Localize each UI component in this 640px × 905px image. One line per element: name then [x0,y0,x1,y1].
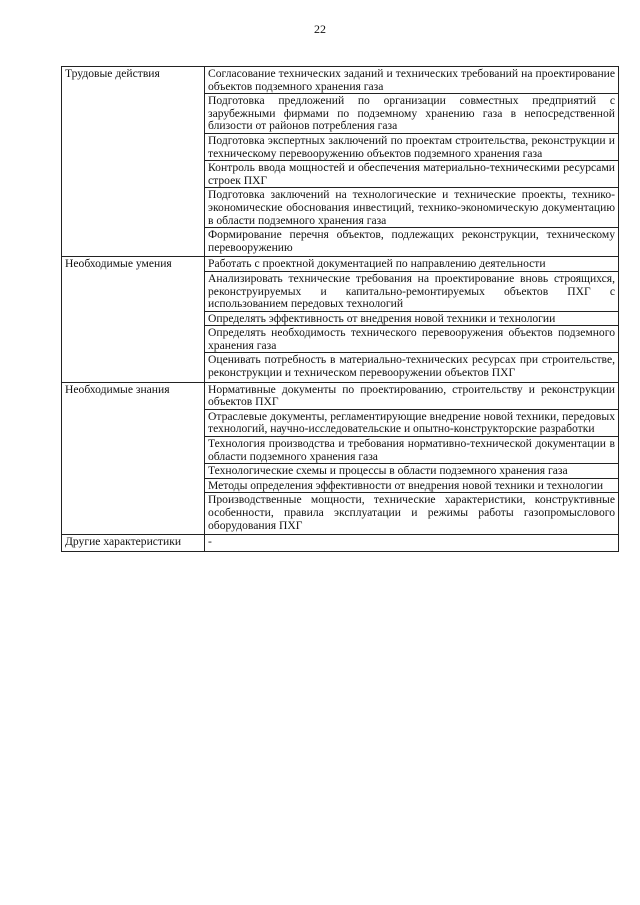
section-item: Подготовка предложений по организации совместных предприятий с зарубежными фирмами по подземному хранению газа в непосредственной близости от районов потребления газа [205,94,619,134]
section-item: Определять эффективность от внедрения новой техники и технологии [205,311,619,326]
section-label: Другие характеристики [62,535,205,552]
table-row [62,67,619,94]
section-item: Оценивать потребность в материально-технических ресурсах при строительстве, реконструкции и техническом перевооружении объектов ПХГ [205,353,619,382]
section-item: Определять необходимость технического перевооружения объектов подземного хранения газа [205,326,619,353]
competency-table-body [62,67,619,552]
section-item: Согласование технических заданий и технических требований на проектирование объектов подземного хранения газа [205,67,619,94]
section-item: Нормативные документы по проектированию, строительству и реконструкции объектов ПХГ [205,382,619,409]
table-row [62,382,619,409]
section-item: Подготовка экспертных заключений по проектам строительства, реконструкции и техническому перевооружению объектов подземного хранения газа [205,133,619,160]
section-item: Методы определения эффективности от внедрения новой техники и технологии [205,478,619,493]
section-item: Формирование перечня объектов, подлежащих реконструкции, техническому перевооружению [205,228,619,257]
section-item: Производственные мощности, технические характеристики, конструктивные особенности, правила эксплуатации и режимы работы газопромыслового оборудования ПХГ [205,493,619,535]
section-item: Работать с проектной документацией по направлению деятельности [205,257,619,272]
section-item: Анализировать технические требования на проектирование вновь строящихся, реконструируемых и капитально-ремонтируемых объектов ПХГ с использованием передовых технологий [205,271,619,311]
section-item: Контроль ввода мощностей и обеспечения материально-техническими ресурсами строек ПХГ [205,161,619,188]
table-row [62,257,619,272]
section-label: Трудовые действия [62,67,205,257]
page-number: 22 [314,22,326,36]
section-item: Технологические схемы и процессы в области подземного хранения газа [205,464,619,479]
section-item: Технология производства и требования нормативно-технической документации в области подземного хранения газа [205,437,619,464]
section-label: Необходимые умения [62,257,205,382]
competency-table [61,66,619,552]
section-label: Необходимые знания [62,382,205,535]
table-row [62,535,619,552]
section-item: Отраслевые документы, регламентирующие внедрение новой техники, передовых технологий, научно-исследовательские и опытно-конструкторские разработки [205,409,619,436]
section-item: Подготовка заключений на технологические и технические проекты, технико-экономические обоснования инвестиций, технико-экономическую документацию в области подземного хранения газа [205,188,619,228]
section-item: - [205,535,619,552]
